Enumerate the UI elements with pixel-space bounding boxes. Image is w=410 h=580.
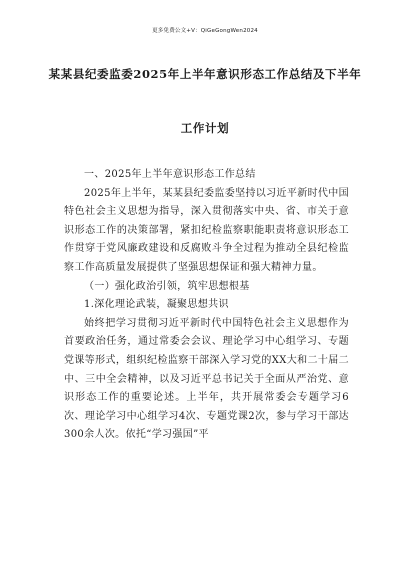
document-title-continued: 工作计划 xyxy=(180,121,230,135)
document-body xyxy=(64,166,349,445)
section-heading: 一、2025年上半年意识形态工作总结 xyxy=(84,169,256,180)
subsection-heading: （一）强化政治引领，筑牢思想根基 xyxy=(84,280,250,292)
document-title: 某某县纪委监委2025年上半年意识形态工作总结及下半年 xyxy=(48,67,362,81)
header-note: 更多免费公文+V：QiGeGongWen2024 xyxy=(152,28,258,34)
subsubsection-heading: 1.深化理论武装，凝聚思想共识 xyxy=(84,299,229,311)
paragraph: 始终把学习贯彻习近平新时代中国特色社会主义思想作为首要政治任务，通过常委会会议、理论学习中心组学习、专题党课等形式，组织纪检监察干部深入学习党的XX大和二十届二中、三中全会精神，以及习近平总书记关于全面从严治党、意识形态工作的重要论述。上半年，共开展常委会专题学习6次、理论学习中心组学习4次、专题党课2次，参与学习干部达300余人次。依托“学习强国”平 xyxy=(64,317,349,441)
paragraph: 2025年上半年，某某县纪委监委坚持以习近平新时代中国特色社会主义思想为指导，深入贯彻落实中央、省、市关于意识形态工作的决策部署，紧扣纪检监察职能职责将意识形态工作贯穿于党风廉政建设和反腐败斗争全过程为推动全县纪检监察工作高质量发展提供了坚强思想保证和强大精神力量。 xyxy=(64,187,349,273)
